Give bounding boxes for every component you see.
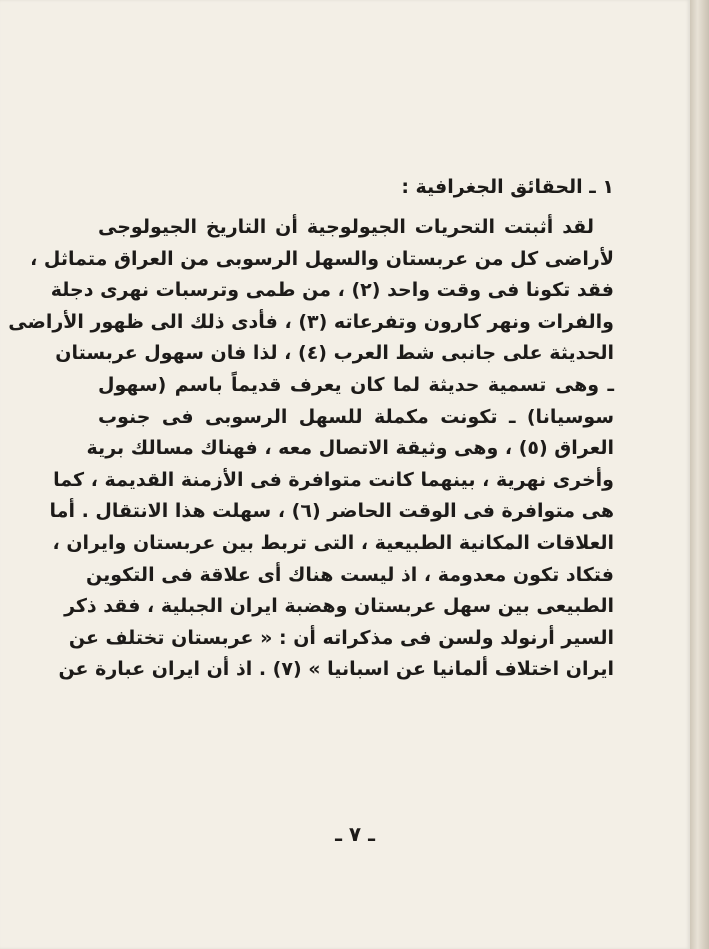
text-line: لقد أثبتت التحريات الجيولوجية أن التاريخ الجيولوجى — [98, 216, 594, 238]
page-edge — [690, 0, 709, 949]
text-line: هى متوافرة فى الوقت الحاضر (٦) ، سهلت هذا الانتقال . أما — [49, 500, 614, 523]
text-line: الحديثة على جانبى شط العرب (٤) ، لذا فان سهول عربستان — [55, 342, 614, 365]
text-line: فتكاد تكون معدومة ، اذ ليست هناك أى علاقة فى التكوين — [85, 563, 614, 586]
text-line: العلاقات المكانية الطبيعية ، التى تربط بين عربستان وايران ، — [52, 531, 614, 554]
text-line: وأخرى نهرية ، بينهما كانت متوافرة فى الأزمنة القديمة ، كما — [53, 468, 614, 491]
page-number: ـ ٧ ـ — [335, 822, 375, 846]
text-line: والفرات ونهر كارون وتفرعاته (٣) ، فأدى ذلك الى ظهور الأراضى — [8, 310, 614, 333]
text-line: فقد تكونا فى وقت واحد (٢) ، من طمى وترسبات نهرى دجلة — [50, 279, 614, 302]
section-heading: ١ ـ الحقائق الجغرافية : — [401, 176, 614, 198]
text-line: الطبيعى بين سهل عربستان وهضبة ايران الجبلية ، فقد ذكر — [64, 595, 614, 618]
text-line: سوسيانا) ـ تكونت مكملة للسهل الرسوبى فى جنوب — [98, 405, 614, 428]
text-line: لأراضى كل من عربستان والسهل الرسوبى من العراق متماثل ، — [30, 247, 614, 270]
text-line: العراق (٥) ، وهى وثيقة الاتصال معه ، فهناك مسالك برية — [86, 437, 614, 460]
text-block — [8, 168, 614, 686]
text-line: السير أرنولد ولسن فى مذكراته أن : « عربستان تختلف عن — [68, 626, 614, 649]
text-line: ايران اختلاف ألمانيا عن اسبانيا » (٧) . اذ أن ايران عبارة عن — [58, 658, 614, 681]
text-line: ـ وهى تسمية حديثة لما كان يعرف قديماً باسم (سهول — [98, 373, 614, 396]
